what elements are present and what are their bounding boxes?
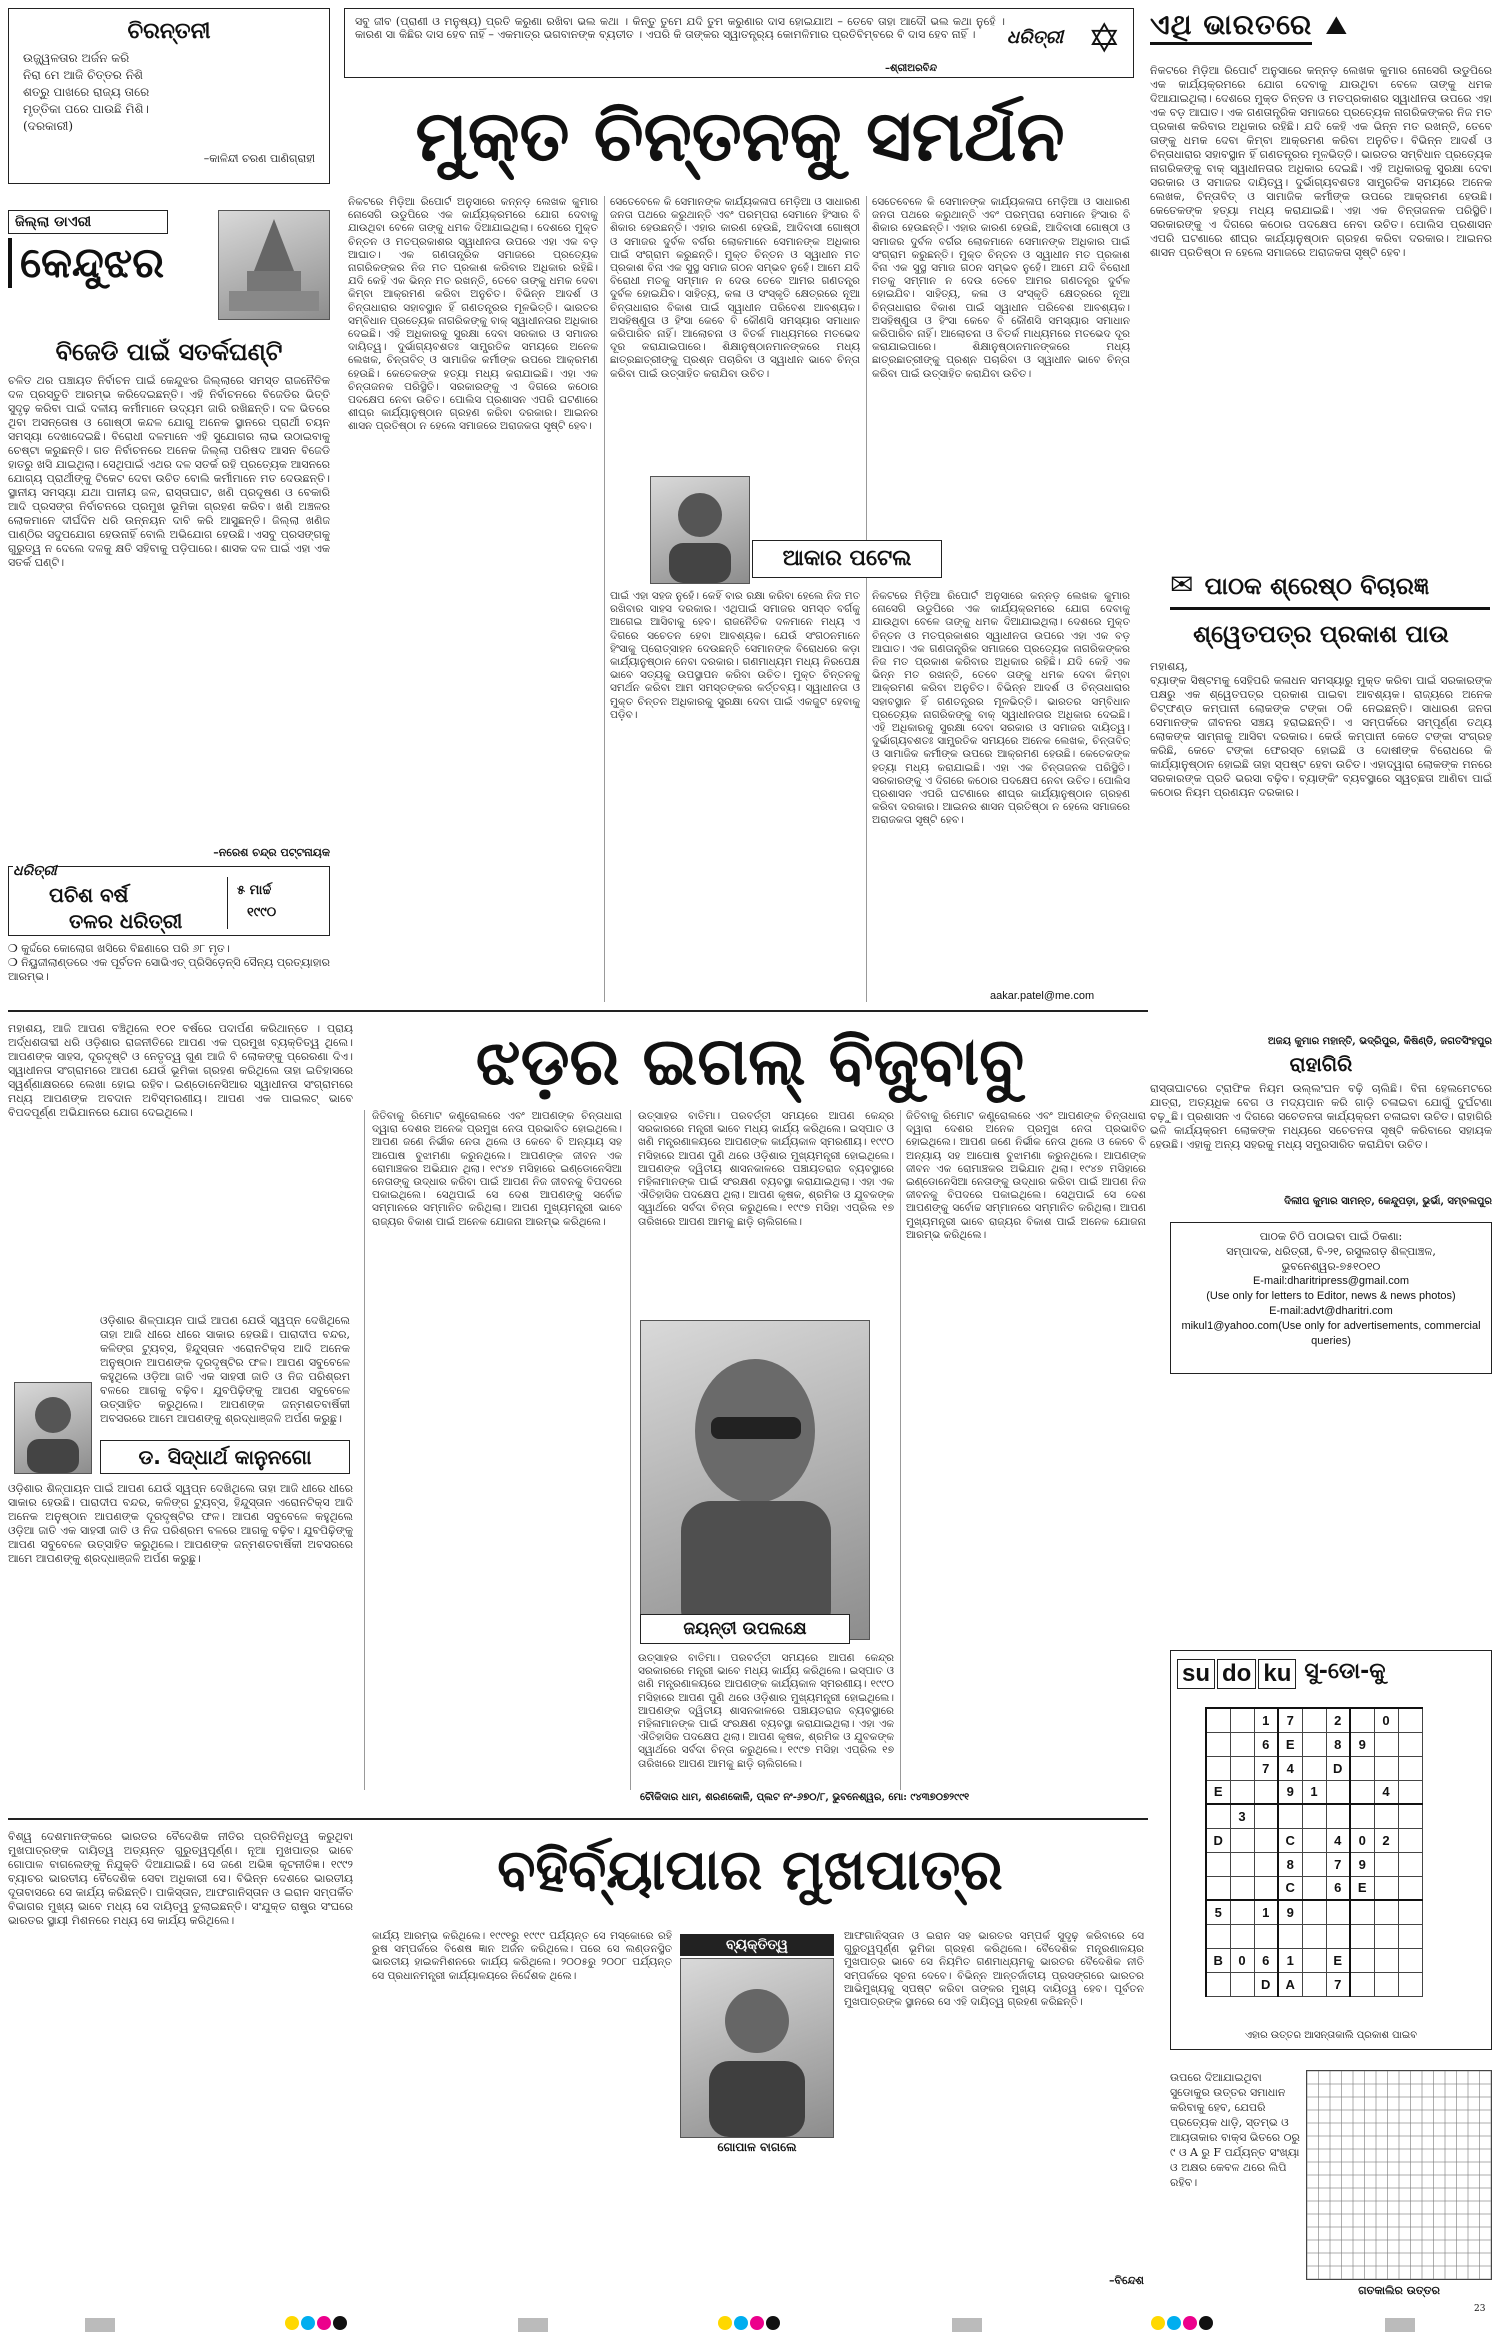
quote-brand: ଧରିତ୍ରୀ [1006,27,1063,48]
sudoku-cell [1206,1708,1230,1732]
sudoku-cell: D [1206,1828,1230,1852]
sudoku-cell: 4 [1326,1828,1350,1852]
sudoku-cell [1254,1924,1278,1948]
twentyfive-brand: ଧରିତ୍ରୀ [13,863,57,879]
sudoku-cell: 7 [1278,1708,1302,1732]
author-photo-siddharth [14,1382,92,1474]
sudoku-cell [1398,1924,1422,1948]
sudoku-cell [1254,1852,1278,1876]
sudoku-cell: 9 [1350,1732,1374,1756]
second-headline: ଝଡ଼ର ଇଗଲ୍ ବିଜୁବାବୁ [475,1023,1025,1100]
sudoku-title-su: su [1177,1659,1215,1689]
contact-box [1170,1222,1492,1374]
answer-grid [1306,2070,1492,2280]
answer-grid-lines [1307,2071,1491,2279]
sudoku-cell: 8 [1326,1732,1350,1756]
sudoku-cell [1254,1804,1278,1828]
article2-col1a: ଓଡ଼ିଶାର ଶିଳ୍ପାୟନ ପାଇଁ ଆପଣ ଯେଉଁ ସ୍ୱପ୍ନ ଦେଖିଥିଲେ ତାହା ଆଜି ଧୀରେ ଧୀରେ ସାକାର ହେଉଛି। ପାରାଦୀପ ବନ୍ଦର, କଳିଙ୍ଗ ଟ୍ୟୁବ୍ସ, ହିନ୍ଦୁସ୍ତାନ ଏରୋନଟିକ୍ସ ଆଦି ଅନେକ ଅନୁଷ୍ଠାନ ଆପଣଙ୍କ ଦୂରଦୃଷ୍ଟିର ଫଳ। ଆପଣ ସବୁବେଳେ କହୁଥିଲେ ଓଡ଼ିଆ ଜାତି ଏକ ସାହସୀ ଜାତି ଓ ନିଜ ପରିଶ୍ରମ ବଳରେ ଆଗକୁ ବଢ଼ିବ। ଯୁବପିଢ଼ିଙ୍କୁ ଆପଣ ସବୁବେଳେ ଉତ୍ସାହିତ କରୁଥିଲେ। ଆପଣଙ୍କ ଜନ୍ମଶତବାର୍ଷିକୀ ଅବସରରେ ଆମେ ଆପଣଙ୍କୁ ଶ୍ରଦ୍ଧାଞ୍ଜଳି ଅର୍ପଣ କରୁଛୁ। [100,1314,350,1425]
sudoku-cell: A [1278,1972,1302,1996]
print-marks [0,2316,1500,2333]
sudoku-cell [1230,1924,1254,1948]
sudoku-cell: 1 [1254,1708,1278,1732]
sudoku-box [1170,1650,1492,2050]
profile-label: ବ୍ୟକ୍ତିତ୍ୱ [680,1934,834,1956]
sudoku-cell: 0 [1374,1708,1398,1732]
sudoku-cell [1374,1804,1398,1828]
sudoku-cell [1398,1732,1422,1756]
article1-col4: ନିକଟରେ ମିଡ଼ିଆ ରିପୋର୍ଟ ଅନୁସାରେ କନ୍ନଡ଼ ଲେଖକ କୁମାର ନୋସେଗି ଉଡୁପିରେ ଏକ କାର୍ଯ୍ୟକ୍ରମରେ ଯୋଗ ଦେବାକୁ ଯାଉଥିବା ବେଳେ ତାଙ୍କୁ ଧମକ ଦିଆଯାଇଥିଲା। ଦେଶରେ ମୁକ୍ତ ଚିନ୍ତନ ଓ ମତପ୍ରକାଶର ସ୍ୱାଧୀନତା ଉପରେ ଏହା ଏକ ବଡ଼ ଆଘାତ। ଏକ ଗଣତାନ୍ତ୍ରିକ ସମାଜରେ ପ୍ରତ୍ୟେକ ନାଗରିକଙ୍କର ନିଜ ମତ ପ୍ରକାଶ କରିବାର ଅଧିକାର ରହିଛି। ଯଦି କେହି ଏକ ଭିନ୍ନ ମତ ରଖନ୍ତି, ତେବେ ତାଙ୍କୁ ଧମକ ଦେବା କିମ୍ବା ଆକ୍ରମଣ କରିବା ଅନୁଚିତ। ବିଭିନ୍ନ ଆଦର୍ଶ ଓ ଚିନ୍ତାଧାରାର ସହାବସ୍ଥାନ ହିଁ ଗଣତନ୍ତ୍ରର ମୂଳଭିତ୍ତି। ଭାରତର ସମ୍ବିଧାନ ପ୍ରତ୍ୟେକ ନାଗରିକଙ୍କୁ ବାକ୍ ସ୍ୱାଧୀନତାର ଅଧିକାର ଦେଇଛି। ଏହି ଅଧିକାରକୁ ସୁରକ୍ଷା ଦେବା ସରକାର ଓ ସମାଜର ଦାୟିତ୍ୱ। ଦୁର୍ଭାଗ୍ୟବଶତଃ ସାମ୍ପ୍ରତିକ ସମୟରେ ଅନେକ ଲେଖକ, ଚିନ୍ତାବିତ୍ ଓ ସାମାଜିକ କର୍ମୀଙ୍କ ଉପରେ ଆକ୍ରମଣ ହେଉଛି। କେତେକଙ୍କ ହତ୍ୟା ମଧ୍ୟ କରାଯାଇଛି। ଏହା ଏକ ଚିନ୍ତାଜନକ ପରିସ୍ଥିତି। ସରକାରଙ୍କୁ ଏ ଦିଗରେ କଠୋର ପଦକ୍ଷେପ ନେବା ଉଚିତ। ପୋଲିସ ପ୍ରଶାସନ ଏପରି ଘଟଣାରେ ଶୀଘ୍ର କାର୍ଯ୍ୟାନୁଷ୍ଠାନ ଗ୍ରହଣ କରିବା ଦରକାର। ଆଇନର ଶାସନ ପ୍ରତିଷ୍ଠା ନ ହେଲେ ସମାଜରେ ଅରାଜକତା ସୃଷ୍ଟି ହେବ। [872,590,1130,827]
third-headline: ବହିର୍ବ୍ୟାପାର ମୁଖପାତ୍ର [497,1838,1003,1903]
section-banner [1150,8,1492,50]
sudoku-cell: 1 [1254,1900,1278,1924]
letters-header [1170,568,1490,610]
sudoku-cell [1350,1708,1374,1732]
poem-author: –କାଳିନ୍ଦୀ ଚରଣ ପାଣିଗ୍ରାହୀ [203,152,315,165]
color-dots [718,2315,782,2334]
sudoku-cell: E [1350,1876,1374,1900]
sudoku-cell [1230,1732,1254,1756]
main-headline: ମୁକ୍ତ ଚିନ୍ତନକୁ ସମର୍ଥନ [415,95,1065,177]
sudoku-cell [1230,1972,1254,1996]
sudoku-cell [1206,1972,1230,1996]
sudoku-cell [1230,1876,1254,1900]
page-number: 23 [1474,2304,1486,2314]
sudoku-cell [1398,1708,1422,1732]
sudoku-row [1206,1948,1422,1972]
sudoku-cell [1374,1732,1398,1756]
sudoku-cell [1230,1828,1254,1852]
sudoku-row [1206,1852,1422,1876]
sudoku-row [1206,1708,1422,1732]
sudoku-cell: 9 [1278,1900,1302,1924]
sudoku-cell [1398,1804,1422,1828]
sudoku-cell [1350,1972,1374,1996]
sudoku-cell: 4 [1278,1756,1302,1780]
sudoku-cell [1374,1972,1398,1996]
sudoku-cell: E [1278,1732,1302,1756]
sudoku-cell [1398,1756,1422,1780]
poem-lines: ଉଜ୍ଜ୍ୱଳତାର ଅର୍ଜନ କରି ନିରା ମେ ଆଜି ଚିତ୍ତର ନିଶି ଶତ୍ରୁ ପାଖରେ ରାଜ୍ୟ ତାରେ ମୃତ୍ତିକା ପରେ ପାଉଛି ମିଶି। (ଦରକାରୀ) [23,51,150,133]
sudoku-cell [1254,1780,1278,1804]
contact-email3[interactable]: mikul1@yahoo.com(Use only for advertisements, commercial queries) [1181,1320,1481,1347]
contact-intro: ପାଠକ ଚିଠି ପଠାଇବା ପାଇଁ ଠିକଣା: [1259,1230,1403,1243]
district-title: ବିଜେଡି ପାଇଁ ସତର୍କଘଣ୍ଟି [55,338,283,366]
sudoku-row [1206,1780,1422,1804]
sudoku-cell: 7 [1326,1972,1350,1996]
sudoku-cell: 1 [1302,1780,1326,1804]
sudoku-cell [1230,1780,1254,1804]
sudoku-row [1206,1732,1422,1756]
sudoku-cell [1350,1756,1374,1780]
sudoku-cell [1302,1972,1326,1996]
sudoku-cell: 2 [1326,1708,1350,1732]
sudoku-cell: E [1326,1948,1350,1972]
twentyfive-date1: ୫ ମାର୍ଚ୍ଚ [237,883,272,898]
color-dots [285,2315,349,2334]
twentyfive-title2: ତଳର ଧରିତ୍ରୀ [69,909,183,933]
district-header [8,210,330,330]
sudoku-cell [1398,1876,1422,1900]
gopal-photo [680,1958,834,2138]
section-banner-text: ଏଥି ଭାରତରେ [1150,8,1312,45]
sudoku-cell [1374,1924,1398,1948]
person-icon [681,1959,833,2137]
sudoku-row [1206,1804,1422,1828]
registration-mark [952,2318,982,2332]
article2-col3b: ଉତ୍ସାହର ବାତିମା। ପରବର୍ତ୍ତୀ ସମୟରେ ଆପଣ କେନ୍ଦ୍ର ସରକାରରେ ମନ୍ତ୍ରୀ ଭାବେ ମଧ୍ୟ କାର୍ଯ୍ୟ କରିଥିଲେ। ଇସ୍ପାତ ଓ ଖଣି ମନ୍ତ୍ରଣାଳୟରେ ଆପଣଙ୍କ କାର୍ଯ୍ୟକାଳ ସ୍ମରଣୀୟ। ୧୯୯୦ ମସିହାରେ ଆପଣ ପୁଣି ଥରେ ଓଡ଼ିଶାର ମୁଖ୍ୟମନ୍ତ୍ରୀ ହୋଇଥିଲେ। ଆପଣଙ୍କ ଦ୍ୱିତୀୟ ଶାସନକାଳରେ ପଞ୍ଚାୟତରାଜ ବ୍ୟବସ୍ଥାରେ ମହିଳାମାନଙ୍କ ପାଇଁ ସଂରକ୍ଷଣ ବ୍ୟବସ୍ଥା କରାଯାଇଥିଲା। ଏହା ଏକ ଐତିହାସିକ ପଦକ୍ଷେପ ଥିଲା। ଆପଣ କୃଷକ, ଶ୍ରମିକ ଓ ଯୁବକଙ୍କ ସ୍ୱାର୍ଥରେ ସର୍ବଦା ଚିନ୍ତା କରୁଥିଲେ। ୧୯୯୭ ମସିହା ଏପ୍ରିଲ ୧୭ ତାରିଖରେ ଆପଣ ଆମକୁ ଛାଡ଼ି ଚାଲିଗଲେ। [638,1652,894,1770]
sudoku-cell [1206,1852,1230,1876]
sudoku-cell [1398,1852,1422,1876]
poem-box [8,8,330,184]
sudoku-cell [1230,1852,1254,1876]
temple-icon [219,211,329,319]
sudoku-cell [1326,1804,1350,1828]
sudoku-cell [1302,1924,1326,1948]
district-name: କେନ୍ଦୁଝର [8,238,330,288]
sudoku-cell [1326,1924,1350,1948]
letters-header-text: ପାଠକ ଶ୍ରେଷ୍ଠ ବିଚାରଜ୍ଞ [1204,572,1430,600]
sudoku-title-do: do [1217,1659,1256,1689]
sudoku-cell: 9 [1350,1852,1374,1876]
article2-col1: ମହାଶୟ, ଆଜି ଆପଣ ବଞ୍ଚିଥିଲେ ୧୦୧ ବର୍ଷରେ ପଦାର୍ପଣ କରିଥାନ୍ତେ । ପ୍ରାୟ ଅର୍ଦ୍ଧଶତାବ୍ଦୀ ଧରି ଓଡ଼ିଶାର ରାଜନୀତିରେ ଆପଣ ଏକ ପ୍ରମୁଖ ବ୍ୟକ୍ତିତ୍ୱ ଥିଲେ। ଆପଣଙ୍କ ସାହସ, ଦୂରଦୃଷ୍ଟି ଓ ନେତୃତ୍ୱ ଗୁଣ ଆଜି ବି ଲୋକଙ୍କୁ ପ୍ରେରଣା ଦିଏ। ସ୍ୱାଧୀନତା ସଂଗ୍ରାମରେ ଆପଣ ଯେଉଁ ଭୂମିକା ଗ୍ରହଣ କରିଥିଲେ ତାହା ଇତିହାସରେ ସ୍ୱର୍ଣ୍ଣାକ୍ଷରରେ ଲେଖା ହୋଇ ରହିବ। ଇଣ୍ଡୋନେସିଆର ସ୍ୱାଧୀନତା ସଂଗ୍ରାମରେ ମଧ୍ୟ ଆପଣଙ୍କ ଅବଦାନ ଅବିସ୍ମରଣୀୟ। ଆପଣ ଏକ ପାଇଲଟ୍ ଭାବେ ବିପଦପୂର୍ଣ୍ଣ ଅଭିଯାନରେ ଯୋଗ ଦେଇଥିଲେ। [8,1022,353,1119]
envelope-icon: ✉ [1170,568,1194,601]
twentyfive-items: ❍ କୁର୍ଦ୍ଦରେ କୋଲୋଗ ଖସିରେ ବିଛଣାରେ ପରି ୬୮ ମୃତ। ❍ ନିୟୁଜୀଲାଣ୍ଡରେ ଏକ ପୂର୍ବତନ ସୋଭିଏତ୍ ପ୍ରିସିଡ଼େନ୍ସି ସୈନ୍ୟ ପ୍ରତ୍ୟାହାର ଆରମ୍ଭ। [8,942,330,983]
sudoku-cell: C [1278,1828,1302,1852]
sudoku-row [1206,1924,1422,1948]
sudoku-cell: B [1206,1948,1230,1972]
temple-photo [218,210,330,320]
sudoku-row [1206,1756,1422,1780]
district-body: ଚଳିତ ଥର ପଞ୍ଚାୟତ ନିର୍ବାଚନ ପାଇଁ କେନ୍ଦୁଝର ଜିଲ୍ଲାରେ ସମସ୍ତ ରାଜନୈତିକ ଦଳ ପ୍ରସ୍ତୁତି ଆରମ୍ଭ କରିଦେଇଛନ୍ତି। ଏହି ନିର୍ବାଚନରେ ବିଜେଡିର ଭିତ୍ତି ସୁଦୃଢ଼ କରିବା ପାଇଁ ଦଳୀୟ କର୍ମୀମାନେ ଉଦ୍ୟମ ଜାରି ରଖିଛନ୍ତି। ଦଳ ଭିତରେ ଥିବା ଅସନ୍ତୋଷ ଓ ଗୋଷ୍ଠୀ କନ୍ଦଳ ଯୋଗୁ ଅନେକ ସ୍ଥାନରେ ପ୍ରାର୍ଥୀ ଚୟନ ସମସ୍ୟା ଦେଖାଦେଇଛି। ବିରୋଧୀ ଦଳମାନେ ଏହି ସୁଯୋଗର ଲାଭ ଉଠାଇବାକୁ ଚେଷ୍ଟା କରୁଛନ୍ତି। ଗତ ନିର୍ବାଚନରେ ଅନେକ ଜିଲ୍ଲା ପରିଷଦ ଆସନ ବିଜେଡି ହାତରୁ ଖସି ଯାଇଥିଲା। ସେଥିପାଇଁ ଏଥର ଦଳ ସତର୍କ ରହି ପ୍ରତ୍ୟେକ ଆସନରେ ଯୋଗ୍ୟ ପ୍ରାର୍ଥୀଙ୍କୁ ଟିକେଟ ଦେବା ଉଚିତ ବୋଲି କର୍ମୀମାନେ ମତ ଦେଉଛନ୍ତି। ସ୍ଥାନୀୟ ସମସ୍ୟା ଯଥା ପାନୀୟ ଜଳ, ରାସ୍ତାଘାଟ, ଖଣି ପ୍ରଦୂଷଣ ଓ ବେକାରି ଆଦି ପ୍ରସଙ୍ଗ ନିର୍ବାଚନରେ ପ୍ରମୁଖ ଭୂମିକା ଗ୍ରହଣ କରିବ। ଖଣି ଅଞ୍ଚଳର ଲୋକମାନେ ଦୀର୍ଘଦିନ ଧରି ଉନ୍ନୟନ ଦାବି କରି ଆସୁଛନ୍ତି। ଜିଲ୍ଲା ଖଣିଜ ପାଣ୍ଠିର ସଦୁପଯୋଗ ହେଉନାହିଁ ବୋଲି ଅଭିଯୋଗ ହେଉଛି। ଏସବୁ ପ୍ରସଙ୍ଗକୁ ଗୁରୁତ୍ୱ ନ ଦେଲେ ଦଳକୁ କ୍ଷତି ସହିବାକୁ ପଡ଼ିପାରେ। ଶାସକ ଦଳ ପାଇଁ ଏହା ଏକ ସତର୍କ ଘଣ୍ଟି। [8,374,330,569]
sudoku-row [1206,1828,1422,1852]
sudoku-cell [1302,1852,1326,1876]
district-label: ଜିଲ୍ଲା ଡାଏରୀ [8,210,168,234]
sudoku-cell [1398,1972,1422,1996]
sudoku-cell: E [1206,1780,1230,1804]
sudoku-cell [1398,1948,1422,1972]
article2-col3a: ଉତ୍ସାହର ବାତିମା। ପରବର୍ତ୍ତୀ ସମୟରେ ଆପଣ କେନ୍ଦ୍ର ସରକାରରେ ମନ୍ତ୍ରୀ ଭାବେ ମଧ୍ୟ କାର୍ଯ୍ୟ କରିଥିଲେ। ଇସ୍ପାତ ଓ ଖଣି ମନ୍ତ୍ରଣାଳୟରେ ଆପଣଙ୍କ କାର୍ଯ୍ୟକାଳ ସ୍ମରଣୀୟ। ୧୯୯୦ ମସିହାରେ ଆପଣ ପୁଣି ଥରେ ଓଡ଼ିଶାର ମୁଖ୍ୟମନ୍ତ୍ରୀ ହୋଇଥିଲେ। ଆପଣଙ୍କ ଦ୍ୱିତୀୟ ଶାସନକାଳରେ ପଞ୍ଚାୟତରାଜ ବ୍ୟବସ୍ଥାରେ ମହିଳାମାନଙ୍କ ପାଇଁ ସଂରକ୍ଷଣ ବ୍ୟବସ୍ଥା କରାଯାଇଥିଲା। ଏହା ଏକ ଐତିହାସିକ ପଦକ୍ଷେପ ଥିଲା। ଆପଣ କୃଷକ, ଶ୍ରମିକ ଓ ଯୁବକଙ୍କ ସ୍ୱାର୍ଥରେ ସର୍ବଦା ଚିନ୍ତା କରୁଥିଲେ। ୧୯୯୭ ମସିହା ଏପ୍ରିଲ ୧୭ ତାରିଖରେ ଆପଣ ଆମକୁ ଛାଡ଼ି ଚାଲିଗଲେ। [638,1110,894,1228]
sudoku-cell [1350,1804,1374,1828]
sudoku-cell: 3 [1230,1804,1254,1828]
sudoku-cell [1254,1876,1278,1900]
sudoku-cell [1206,1732,1230,1756]
letters-body2: ରାସ୍ତାଘାଟରେ ଟ୍ରାଫିକ ନିୟମ ଉଲ୍ଲଂଘନ ବଢ଼ି ଚାଲିଛି। ବିନା ହେଲମେଟରେ ଯାତ୍ରା, ଅତ୍ୟଧିକ ବେଗ ଓ ମଦ୍ୟପାନ କରି ଗାଡ଼ି ଚଳାଇବା ଯୋଗୁଁ ଦୁର୍ଘଟଣା ବଢ଼ୁଛି। ପ୍ରଶାସନ ଏ ଦିଗରେ ସଚେତନତା କାର୍ଯ୍ୟକ୍ରମ ଚଳାଇବା ଉଚିତ। ରାହାଗିରି ଭଳି କାର୍ଯ୍ୟକ୍ରମ ଲୋକଙ୍କ ମଧ୍ୟରେ ସଚେତନତା ସୃଷ୍ଟି କରିବାରେ ସହାୟକ ହେଉଛି। ଏହାକୁ ଅନ୍ୟ ସହରକୁ ମଧ୍ୟ ସମ୍ପ୍ରସାରିତ କରାଯିବା ଉଚିତ। [1150,1082,1492,1151]
letters-title: ଶ୍ୱେତପତ୍ର ପ୍ରକାଶ ପାଉ [1193,620,1449,648]
district-author: –ନରେଶ ଚନ୍ଦ୍ର ପଟ୍ଟନାୟକ [213,846,330,859]
article1-col3: ସେତେବେଳେ କି ସେମାନଙ୍କ କାର୍ଯ୍ୟକଳାପ ମେଡ଼ିଆ ଓ ସାଧାରଣ ଜନତା ପଥରେ କରୁଥାନ୍ତି ଏବଂ ପରମ୍ପରା ସେମାନେ ହିଂସାର ବି ଶିକାର ହେଉଛନ୍ତି। ଏହାର କାରଣ ହେଉଛି, ଆଦିବାସୀ ଗୋଷ୍ଠୀ ଓ ସମାଜର ଦୁର୍ବଳ ବର୍ଗର ଲୋକମାନେ ସେମାନଙ୍କ ଅଧିକାର ପାଇଁ ସଂଗ୍ରାମ କରୁଛନ୍ତି। ମୁକ୍ତ ଚିନ୍ତନ ଓ ସ୍ୱାଧୀନ ମତ ପ୍ରକାଶ ବିନା ଏକ ସୁସ୍ଥ ସମାଜ ଗଠନ ସମ୍ଭବ ନୁହେଁ। ଆମେ ଯଦି ବିରୋଧୀ ମତକୁ ସମ୍ମାନ ନ ଦେଉ ତେବେ ଆମର ଗଣତନ୍ତ୍ର ଦୁର୍ବଳ ହୋଇଯିବ। ସାହିତ୍ୟ, କଳା ଓ ସଂସ୍କୃତି କ୍ଷେତ୍ରରେ ନୂଆ ଚିନ୍ତାଧାରାର ବିକାଶ ପାଇଁ ସ୍ୱାଧୀନ ପରିବେଶ ଆବଶ୍ୟକ। ଅସହିଷ୍ଣୁତା ଓ ହିଂସା କେବେ ବି କୌଣସି ସମସ୍ୟାର ସମାଧାନ କରିପାରିବ ନାହିଁ। ଆଲୋଚନା ଓ ବିତର୍କ ମାଧ୍ୟମରେ ମତଭେଦ ଦୂର କରାଯାଇପାରେ। ଶିକ୍ଷାନୁଷ୍ଠାନମାନଙ୍କରେ ମଧ୍ୟ ଛାତ୍ରଛାତ୍ରୀଙ୍କୁ ପ୍ରଶ୍ନ ପଚାରିବା ଓ ସ୍ୱାଧୀନ ଭାବେ ଚିନ୍ତା କରିବା ପାଇଁ ଉତ୍ସାହିତ କରାଯିବା ଉଚିତ। [872,196,1130,380]
sudoku-cell [1230,1708,1254,1732]
sudoku-cell: 6 [1254,1948,1278,1972]
poem-title: ଚିରନ୍ତନୀ [127,19,211,44]
biju-photo [640,1320,870,1640]
sudoku-cell: 0 [1350,1828,1374,1852]
india-map-icon: ⛰ [1325,11,1348,41]
sudoku-cell [1398,1828,1422,1852]
sudoku-cell: 6 [1326,1876,1350,1900]
sudoku-cell [1350,1780,1374,1804]
sudoku-title [1177,1659,1386,1689]
sudoku-cell [1278,1924,1302,1948]
sudoku-cell [1206,1924,1230,1948]
sudoku-cell [1230,1756,1254,1780]
article1-email[interactable]: aakar.patel@me.com [990,990,1095,1002]
answer-label: ଗତକାଲିର ଉତ୍ତର [1358,2284,1440,2297]
twentyfive-title1: ପଚିଶ ବର୍ଷ [49,883,129,907]
contact-email-note: (Use only for letters to Editor, news & news photos) [1206,1290,1456,1302]
sudoku-cell [1326,1900,1350,1924]
sudoku-cell [1302,1756,1326,1780]
sudoku-cell: 5 [1206,1900,1230,1924]
profile-author: –ବିନ୍ଦେଶ [1109,2274,1144,2287]
sudoku-cell [1350,1948,1374,1972]
profile-col3: ଆଫଗାନିସ୍ତାନ ଓ ଇରାନ ସହ ଭାରତର ସମ୍ପର୍କ ସୁଦୃଢ଼ କରିବାରେ ସେ ଗୁରୁତ୍ୱପୂର୍ଣ୍ଣ ଭୂମିକା ଗ୍ରହଣ କରିଥିଲେ। ବୈଦେଶିକ ମନ୍ତ୍ରଣାଳୟର ମୁଖପାତ୍ର ଭାବେ ସେ ନିୟମିତ ଗଣମାଧ୍ୟମକୁ ଭାରତର ବୈଦେଶିକ ନୀତି ସମ୍ପର୍କରେ ସୂଚନା ଦେବେ। ବିଭିନ୍ନ ଆନ୍ତର୍ଜାତୀୟ ପ୍ରସଙ୍ଗରେ ଭାରତର ଆଭିମୁଖ୍ୟକୁ ସ୍ପଷ୍ଟ କରିବା ତାଙ୍କର ମୁଖ୍ୟ ଦାୟିତ୍ୱ ହେବ। ପୂର୍ବତନ ମୁଖପାତ୍ରଙ୍କ ସ୍ଥାନରେ ସେ ଏହି ଦାୟିତ୍ୱ ଗ୍ରହଣ କରିଛନ୍ତି। [844,1930,1144,2009]
article1-col1b: ସେତେବେଳେ କି ସେମାନଙ୍କ କାର୍ଯ୍ୟକଳାପ ମେଡ଼ିଆ ଓ ସାଧାରଣ ଜନତା ପଥରେ କରୁଥାନ୍ତି ଏବଂ ପରମ୍ପରା ସେମାନେ ହିଂସାର ବି ଶିକାର ହେଉଛନ୍ତି। ଏହାର କାରଣ ହେଉଛି, ଆଦିବାସୀ ଗୋଷ୍ଠୀ ଓ ସମାଜର ଦୁର୍ବଳ ବର୍ଗର ଲୋକମାନେ ସେମାନଙ୍କ ଅଧିକାର ପାଇଁ ସଂଗ୍ରାମ କରୁଛନ୍ତି। ମୁକ୍ତ ଚିନ୍ତନ ଓ ସ୍ୱାଧୀନ ମତ ପ୍ରକାଶ ବିନା ଏକ ସୁସ୍ଥ ସମାଜ ଗଠନ ସମ୍ଭବ ନୁହେଁ। ଆମେ ଯଦି ବିରୋଧୀ ମତକୁ ସମ୍ମାନ ନ ଦେଉ ତେବେ ଆମର ଗଣତନ୍ତ୍ର ଦୁର୍ବଳ ହୋଇଯିବ। ସାହିତ୍ୟ, କଳା ଓ ସଂସ୍କୃତି କ୍ଷେତ୍ରରେ ନୂଆ ଚିନ୍ତାଧାରାର ବିକାଶ ପାଇଁ ସ୍ୱାଧୀନ ପରିବେଶ ଆବଶ୍ୟକ। ଅସହିଷ୍ଣୁତା ଓ ହିଂସା କେବେ ବି କୌଣସି ସମସ୍ୟାର ସମାଧାନ କରିପାରିବ ନାହିଁ। ଆଲୋଚନା ଓ ବିତର୍କ ମାଧ୍ୟମରେ ମତଭେଦ ଦୂର କରାଯାଇପାରେ। ଶିକ୍ଷାନୁଷ୍ଠାନମାନଙ୍କରେ ମଧ୍ୟ ଛାତ୍ରଛାତ୍ରୀଙ୍କୁ ପ୍ରଶ୍ନ ପଚାରିବା ଓ ସ୍ୱାଧୀନ ଭାବେ ଚିନ୍ତା କରିବା ପାଇଁ ଉତ୍ସାହିତ କରାଯିବା ଉଚିତ। [610,196,860,380]
profile-name: ଗୋପାଳ ବାଗଲେ [717,2140,797,2154]
sudoku-cell [1326,1780,1350,1804]
sudoku-cell [1302,1948,1326,1972]
sudoku-cell: 7 [1254,1756,1278,1780]
sudoku-cell: 6 [1254,1732,1278,1756]
profile-col2: କାର୍ଯ୍ୟ ଆରମ୍ଭ କରିଥିଲେ। ୧୯୯୧ରୁ ୧୯୯୯ ପର୍ଯ୍ୟନ୍ତ ସେ ମସ୍କୋରେ ରହି ରୁଷ ସମ୍ପର୍କରେ ବିଶେଷ ଜ୍ଞାନ ଅର୍ଜନ କରିଥିଲେ। ପରେ ସେ ଲଣ୍ଡନସ୍ଥିତ ଭାରତୀୟ ହାଇକମିଶନରେ କାର୍ଯ୍ୟ କରିଥିଲେ। ୨୦୦୫ରୁ ୨୦୦୮ ପର୍ଯ୍ୟନ୍ତ ସେ ପ୍ରଧାନମନ୍ତ୍ରୀ କାର୍ଯ୍ୟାଳୟରେ ନିର୍ଦ୍ଦେଶକ ଥିଲେ। [372,1930,672,1982]
biju-photo-caption: ଜୟନ୍ତୀ ଉପଲକ୍ଷେ [640,1614,850,1644]
sudoku-row [1206,1972,1422,1996]
star-icon: ✡ [1087,16,1121,62]
sudoku-cell [1302,1900,1326,1924]
sudoku-cell [1350,1924,1374,1948]
letters-sig2: ଦିଲୀପ କୁମାର ସାମନ୍ତ, କେନ୍ଦୁପଡ଼ା, ଭୁର୍ଭା, ସମ୍ବଲପୁର [1284,1196,1492,1207]
sudoku-cell [1206,1756,1230,1780]
sudoku-title-ku: ku [1258,1659,1296,1689]
sudoku-cell [1278,1804,1302,1828]
article2-footer: ଚୌକିଦାର ଧାମ, ଶରଣକୋଳି, ପ୍ଲଟ ନଂ-୬୭୦/୮, ଭୁବନେଶ୍ୱର, ମୋ: ୯୪୩୭୦୭୨୯୯୧ [640,1792,970,1803]
sudoku-cell: 0 [1230,1948,1254,1972]
article1-author: ଆକାର ପଟେଲ [752,540,942,578]
color-dots [1151,2315,1215,2334]
sudoku-cell: C [1278,1876,1302,1900]
sudoku-cell [1230,1900,1254,1924]
sudoku-note: ଏହାର ଉତ୍ତର ଆସନ୍ତାକାଲି ପ୍ରକାଶ ପାଇବ [1244,2030,1418,2041]
sudoku-cell: 7 [1326,1852,1350,1876]
sudoku-cell: 9 [1278,1780,1302,1804]
sudoku-row [1206,1876,1422,1900]
sudoku-cell [1350,1900,1374,1924]
registration-mark [1385,2318,1415,2332]
sudoku-cell: 8 [1278,1852,1302,1876]
sudoku-cell: 4 [1374,1780,1398,1804]
profile-col1: ବିଶ୍ୱ ଦେଶମାନଙ୍କରେ ଭାରତର ବୈଦେଶିକ ନୀତିର ପ୍ରତିନିଧିତ୍ୱ କରୁଥିବା ମୁଖପାତ୍ରଙ୍କ ଦାୟିତ୍ୱ ଅତ୍ୟନ୍ତ ଗୁରୁତ୍ୱପୂର୍ଣ୍ଣ। ନୂଆ ମୁଖପାତ୍ର ଭାବେ ଗୋପାଳ ବାଗଲେଙ୍କୁ ନିଯୁକ୍ତି ଦିଆଯାଇଛି। ସେ ଜଣେ ଅଭିଜ୍ଞ କୂଟନୀତିଜ୍ଞ। ୧୯୯୨ ବ୍ୟାଚର ଭାରତୀୟ ବୈଦେଶିକ ସେବା ଅଧିକାରୀ ସେ। ବିଭିନ୍ନ ଦେଶରେ ଭାରତୀୟ ଦୂତାବାସରେ ସେ କାର୍ଯ୍ୟ କରିଛନ୍ତି। ପାକିସ୍ତାନ, ଆଫଗାନିସ୍ତାନ ଓ ଇରାନ ସମ୍ପର୍କିତ ବିଭାଗର ମୁଖ୍ୟ ଭାବେ ମଧ୍ୟ ସେ ଦାୟିତ୍ୱ ତୁଲାଇଛନ୍ତି। ସଂଯୁକ୍ତ ରାଷ୍ଟ୍ର ସଂଘରେ ଭାରତର ସ୍ଥାୟୀ ମିଶନରେ ମଧ୍ୟ ସେ କାର୍ଯ୍ୟ କରିଥିଲେ। [8,1830,353,1927]
sudoku-cell: D [1326,1756,1350,1780]
contact-email2[interactable]: E-mail:advt@dharitri.com [1269,1305,1393,1317]
registration-mark [518,2318,548,2332]
sudoku-cell [1302,1876,1326,1900]
sudoku-cell [1398,1780,1422,1804]
sudoku-cell [1374,1948,1398,1972]
article2-col4: ଜିତିବାକୁ ରିମୋଟ କଣ୍ଟ୍ରୋଲରେ ଏବଂ ଆପଣଙ୍କ ଚିନ୍ତାଧାରା ଦ୍ୱାରା ଦେଶର ଅନେକ ପ୍ରମୁଖ ନେତା ପ୍ରଭାବିତ ହୋଇଥିଲେ। ଆପଣ ଜଣେ ନିର୍ଭୀକ ନେତା ଥିଲେ ଓ କେବେ ବି ଅନ୍ୟାୟ ସହ ଆପୋଷ ବୁଝାମଣା କରୁନଥିଲେ। ଆପଣଙ୍କ ଜୀବନ ଏକ ରୋମାଞ୍ଚକର ଅଭିଯାନ ଥିଲା। ୧୯୪୭ ମସିହାରେ ଇଣ୍ଡୋନେସିଆ ନେତାଙ୍କୁ ଉଦ୍ଧାର କରିବା ପାଇଁ ଆପଣ ନିଜ ଜୀବନକୁ ବିପଦରେ ପକାଇଥିଲେ। ସେଥିପାଇଁ ସେ ଦେଶ ଆପଣଙ୍କୁ ସର୍ବୋଚ୍ଚ ସମ୍ମାନରେ ସମ୍ମାନିତ କରିଥିଲା। ଆପଣ ମୁଖ୍ୟମନ୍ତ୍ରୀ ଭାବେ ରାଜ୍ୟର ବିକାଶ ପାଇଁ ଅନେକ ଯୋଜନା ଆରମ୍ଭ କରିଥିଲେ। [906,1110,1146,1241]
sudoku-cell [1206,1876,1230,1900]
sudoku-cell [1374,1756,1398,1780]
answer-text: ଉପରେ ଦିଆଯାଇଥିବା ସୁଡୋକୁର ଉତ୍ତର ସମାଧାନ କରିବାକୁ ହେବ, ଯେପରି ପ୍ରତ୍ୟେକ ଧାଡ଼ି, ସ୍ତମ୍ଭ ଓ ଆୟତାକାର ବାକ୍ସ ଭିତରେ ୦ରୁ ୯ ଓ A ରୁ F ପର୍ଯ୍ୟନ୍ତ ସଂଖ୍ୟା ଓ ଅକ୍ଷର କେବଳ ଥରେ ଲିପି ରହିବ। [1170,2071,1300,2189]
sudoku-cell [1398,1900,1422,1924]
sudoku-title-or: ସୁ-ଡୋ-କୁ [1304,1659,1386,1684]
article2-col1b: ଓଡ଼ିଶାର ଶିଳ୍ପାୟନ ପାଇଁ ଆପଣ ଯେଉଁ ସ୍ୱପ୍ନ ଦେଖିଥିଲେ ତାହା ଆଜି ଧୀରେ ଧୀରେ ସାକାର ହେଉଛି। ପାରାଦୀପ ବନ୍ଦର, କଳିଙ୍ଗ ଟ୍ୟୁବ୍ସ, ହିନ୍ଦୁସ୍ତାନ ଏରୋନଟିକ୍ସ ଆଦି ଅନେକ ଅନୁଷ୍ଠାନ ଆପଣଙ୍କ ଦୂରଦୃଷ୍ଟିର ଫଳ। ଆପଣ ସବୁବେଳେ କହୁଥିଲେ ଓଡ଼ିଆ ଜାତି ଏକ ସାହସୀ ଜାତି ଓ ନିଜ ପରିଶ୍ରମ ବଳରେ ଆଗକୁ ବଢ଼ିବ। ଯୁବପିଢ଼ିଙ୍କୁ ଆପଣ ସବୁବେଳେ ଉତ୍ସାହିତ କରୁଥିଲେ। ଆପଣଙ୍କ ଜନ୍ମଶତବାର୍ଷିକୀ ଅବସରରେ ଆମେ ଆପଣଙ୍କୁ ଶ୍ରଦ୍ଧାଞ୍ଜଳି ଅର୍ପଣ କରୁଛୁ। [8,1482,353,1565]
person-icon [651,477,749,583]
letters-body: ମହାଶୟ, ବ୍ୟାଙ୍କ ସିଷ୍ଟମକୁ ସେହିପରି କଳାଧନ ସମସ୍ୟାରୁ ମୁକ୍ତ କରିବା ପାଇଁ ସରକାରଙ୍କ ପକ୍ଷରୁ ଏକ ଶ୍ୱେତପତ୍ର ପ୍ରକାଶ ପାଇବା ଆବଶ୍ୟକ। ରାଜ୍ୟରେ ଅନେକ ଚିଟ୍ଫଣ୍ଡ କମ୍ପାନୀ ଲୋକଙ୍କ ଟଙ୍କା ଠକି ନେଇଛନ୍ତି। ସାଧାରଣ ଜନତା ସେମାନଙ୍କ ଜୀବନର ସଞ୍ଚୟ ହରାଇଛନ୍ତି। ଏ ସମ୍ପର୍କରେ ସମ୍ପୂର୍ଣ୍ଣ ତଥ୍ୟ ଲୋକଙ୍କ ସାମ୍ନାକୁ ଆସିବା ଦରକାର। କେଉଁ କମ୍ପାନୀ କେତେ ଟଙ୍କା ସଂଗ୍ରହ କରିଛି, କେତେ ଟଙ୍କା ଫେରସ୍ତ ହୋଇଛି ଓ ଦୋଷୀଙ୍କ ବିରୋଧରେ କି କାର୍ଯ୍ୟାନୁଷ୍ଠାନ ହୋଇଛି ତାହା ସ୍ପଷ୍ଟ ହେବା ଉଚିତ। ଏହାଦ୍ୱାରା ଲୋକଙ୍କ ମନରେ ସରକାରଙ୍କ ପ୍ରତି ଭରସା ବଢ଼ିବ। ବ୍ୟାଙ୍କିଂ ବ୍ୟବସ୍ଥାରେ ସ୍ୱଚ୍ଛତା ଆଣିବା ପାଇଁ କଠୋର ନିୟମ ପ୍ରଣୟନ ଦରକାର। [1150,660,1492,799]
article1-col2: ପାଇଁ ଏହା ସହଜ ନୁହେଁ। କେହିଁ ବାର ରକ୍ଷା କରିବା ହେଲେ ନିଜ ମତ ରଖିବାର ସାହସ ଦରକାର। ଏଥିପାଇଁ ସମାଜର ସମସ୍ତ ବର୍ଗକୁ ଆଗେଇ ଆସିବାକୁ ହେବ। ରାଜନୈତିକ ଦଳମାନେ ମଧ୍ୟ ଏ ଦିଗରେ ସଚେତନ ହେବା ଆବଶ୍ୟକ। ଯେଉଁ ସଂଗଠନମାନେ ହିଂସାକୁ ପ୍ରୋତ୍ସାହନ ଦେଉଛନ୍ତି ସେମାନଙ୍କ ବିରୋଧରେ କଡ଼ା କାର୍ଯ୍ୟାନୁଷ୍ଠାନ ନେବା ଦରକାର। ଗଣମାଧ୍ୟମ ମଧ୍ୟ ନିରପେକ୍ଷ ଭାବେ ସତ୍ୟକୁ ଉପସ୍ଥାପନ କରିବା ଉଚିତ। ମୁକ୍ତ ଚିନ୍ତନକୁ ସମର୍ଥନ କରିବା ଆମ ସମସ୍ତଙ୍କର କର୍ତ୍ତବ୍ୟ। ସ୍ୱାଧୀନତା ଓ ମୁକ୍ତ ଚିନ୍ତନ ଅଧିକାରକୁ ସୁରକ୍ଷା ଦେବା ପାଇଁ ଏକଜୁଟ ହେବାକୁ ପଡ଼ିବ। [610,590,860,721]
quote-text: ସବୁ ଜୀବ (ପ୍ରାଣୀ ଓ ମନୁଷ୍ୟ) ପ୍ରତି କରୁଣା ରଖିବା ଭଲ କଥା । କିନ୍ତୁ ତୁମେ ଯଦି ତୁମ କରୁଣାର ଦାସ ହୋଇଯାଅ – ତେବେ ତାହା ଆଦୌ ଭଲ କଥା ନୁହେଁ । କାରଣ ସା କିଛିର ଦାସ ହେବ ନାହିଁ – ଏକମାତ୍ର ଭଗବାନଙ୍କ ବ୍ୟତୀତ । ଏପରି କି ତାଙ୍କର ସ୍ୱାତନ୍ତ୍ର୍ୟ କୋମଳିମାର ପ୍ରତିବିମ୍ବରେ ବି ଦାସ ହେବ ନାହିଁ । [355,15,1005,42]
sudoku-cell [1374,1876,1398,1900]
sudoku-cell [1374,1852,1398,1876]
article1-col1: ନିକଟରେ ମିଡ଼ିଆ ରିପୋର୍ଟ ଅନୁସାରେ କନ୍ନଡ଼ ଲେଖକ କୁମାର ନୋସେଗି ଉଡୁପିରେ ଏକ କାର୍ଯ୍ୟକ୍ରମରେ ଯୋଗ ଦେବାକୁ ଯାଉଥିବା ବେଳେ ତାଙ୍କୁ ଧମକ ଦିଆଯାଇଥିଲା। ଦେଶରେ ମୁକ୍ତ ଚିନ୍ତନ ଓ ମତପ୍ରକାଶର ସ୍ୱାଧୀନତା ଉପରେ ଏହା ଏକ ବଡ଼ ଆଘାତ। ଏକ ଗଣତାନ୍ତ୍ରିକ ସମାଜରେ ପ୍ରତ୍ୟେକ ନାଗରିକଙ୍କର ନିଜ ମତ ପ୍ରକାଶ କରିବାର ଅଧିକାର ରହିଛି। ଯଦି କେହି ଏକ ଭିନ୍ନ ମତ ରଖନ୍ତି, ତେବେ ତାଙ୍କୁ ଧମକ ଦେବା କିମ୍ବା ଆକ୍ରମଣ କରିବା ଅନୁଚିତ। ବିଭିନ୍ନ ଆଦର୍ଶ ଓ ଚିନ୍ତାଧାରାର ସହାବସ୍ଥାନ ହିଁ ଗଣତନ୍ତ୍ରର ମୂଳଭିତ୍ତି। ଭାରତର ସମ୍ବିଧାନ ପ୍ରତ୍ୟେକ ନାଗରିକଙ୍କୁ ବାକ୍ ସ୍ୱାଧୀନତାର ଅଧିକାର ଦେଇଛି। ଏହି ଅଧିକାରକୁ ସୁରକ୍ଷା ଦେବା ସରକାର ଓ ସମାଜର ଦାୟିତ୍ୱ। ଦୁର୍ଭାଗ୍ୟବଶତଃ ସାମ୍ପ୍ରତିକ ସମୟରେ ଅନେକ ଲେଖକ, ଚିନ୍ତାବିତ୍ ଓ ସାମାଜିକ କର୍ମୀଙ୍କ ଉପରେ ଆକ୍ରମଣ ହେଉଛି। କେତେକଙ୍କ ହତ୍ୟା ମଧ୍ୟ କରାଯାଇଛି। ଏହା ଏକ ଚିନ୍ତାଜନକ ପରିସ୍ଥିତି। ସରକାରଙ୍କୁ ଏ ଦିଗରେ କଠୋର ପଦକ୍ଷେପ ନେବା ଉଚିତ। ପୋଲିସ ପ୍ରଶାସନ ଏପରି ଘଟଣାରେ ଶୀଘ୍ର କାର୍ଯ୍ୟାନୁଷ୍ଠାନ ଗ୍ରହଣ କରିବା ଦରକାର। ଆଇନର ଶାସନ ପ୍ରତିଷ୍ଠା ନ ହେଲେ ସମାଜରେ ଅରାଜକତା ସୃଷ୍ଟି ହେବ। [348,196,598,433]
quote-author: –ଶ୍ରୀଅରବିନ୍ଦ [885,63,938,74]
sudoku-cell: D [1254,1972,1278,1996]
contact-address: ସମ୍ପାଦକ, ଧରିତ୍ରୀ, ବି-୨୧, ରସୁଲଗଡ଼ ଶିଳ୍ପାଞ୍ଚଳ, ଭୁବନେଶ୍ୱର-୭୫୧୦୧୦ [1226,1245,1436,1273]
sudoku-row [1206,1900,1422,1924]
contact-email[interactable]: E-mail:dharitripress@gmail.com [1252,1275,1410,1287]
sudoku-grid [1205,1707,1423,1997]
sudoku-cell [1302,1732,1326,1756]
twentyfive-date2: ୧୯୯୦ [247,905,277,920]
article2-author: ଡ. ସିଦ୍ଧାର୍ଥ କାନୁନଗୋ [100,1440,350,1474]
sudoku-cell [1206,1804,1230,1828]
sudoku-cell [1374,1900,1398,1924]
article2-col2: ଜିତିବାକୁ ରିମୋଟ କଣ୍ଟ୍ରୋଲରେ ଏବଂ ଆପଣଙ୍କ ଚିନ୍ତାଧାରା ଦ୍ୱାରା ଦେଶର ଅନେକ ପ୍ରମୁଖ ନେତା ପ୍ରଭାବିତ ହୋଇଥିଲେ। ଆପଣ ଜଣେ ନିର୍ଭୀକ ନେତା ଥିଲେ ଓ କେବେ ବି ଅନ୍ୟାୟ ସହ ଆପୋଷ ବୁଝାମଣା କରୁନଥିଲେ। ଆପଣଙ୍କ ଜୀବନ ଏକ ରୋମାଞ୍ଚକର ଅଭିଯାନ ଥିଲା। ୧୯୪୭ ମସିହାରେ ଇଣ୍ଡୋନେସିଆ ନେତାଙ୍କୁ ଉଦ୍ଧାର କରିବା ପାଇଁ ଆପଣ ନିଜ ଜୀବନକୁ ବିପଦରେ ପକାଇଥିଲେ। ସେଥିପାଇଁ ସେ ଦେଶ ଆପଣଙ୍କୁ ସର୍ବୋଚ୍ଚ ସମ୍ମାନରେ ସମ୍ମାନିତ କରିଥିଲା। ଆପଣ ମୁଖ୍ୟମନ୍ତ୍ରୀ ଭାବେ ରାଜ୍ୟର ବିକାଶ ପାଇଁ ଅନେକ ଯୋଜନା ଆରମ୍ଭ କରିଥିଲେ। [372,1110,622,1228]
letters-sig1: ଅଜୟ କୁମାର ମହାନ୍ତି, ଭଦ୍ରିପୁର, କିଷିଣ୍ଡି, ଜଗତସିଂହପୁର [1267,1036,1492,1047]
twentyfive-box [8,863,330,936]
registration-mark [85,2318,115,2332]
person-portrait-icon [641,1321,869,1639]
sudoku-cell: 2 [1374,1828,1398,1852]
quote-box [344,8,1134,78]
sudoku-cell [1254,1828,1278,1852]
sudoku-cell: 1 [1278,1948,1302,1972]
sudoku-cell [1302,1804,1326,1828]
person-icon [15,1383,91,1473]
sudoku-cell [1302,1708,1326,1732]
letters-title2: ରାହାଗିରି [1289,1052,1353,1076]
sudoku-cell [1302,1828,1326,1852]
author-photo-aakar [650,476,750,584]
right-column-text: ନିକଟରେ ମିଡ଼ିଆ ରିପୋର୍ଟ ଅନୁସାରେ କନ୍ନଡ଼ ଲେଖକ କୁମାର ନୋସେଗି ଉଡୁପିରେ ଏକ କାର୍ଯ୍ୟକ୍ରମରେ ଯୋଗ ଦେବାକୁ ଯାଉଥିବା ବେଳେ ତାଙ୍କୁ ଧମକ ଦିଆଯାଇଥିଲା। ଦେଶରେ ମୁକ୍ତ ଚିନ୍ତନ ଓ ମତପ୍ରକାଶର ସ୍ୱାଧୀନତା ଉପରେ ଏହା ଏକ ବଡ଼ ଆଘାତ। ଏକ ଗଣତାନ୍ତ୍ରିକ ସମାଜରେ ପ୍ରତ୍ୟେକ ନାଗରିକଙ୍କର ନିଜ ମତ ପ୍ରକାଶ କରିବାର ଅଧିକାର ରହିଛି। ଯଦି କେହି ଏକ ଭିନ୍ନ ମତ ରଖନ୍ତି, ତେବେ ତାଙ୍କୁ ଧମକ ଦେବା କିମ୍ବା ଆକ୍ରମଣ କରିବା ଅନୁଚିତ। ବିଭିନ୍ନ ଆଦର୍ଶ ଓ ଚିନ୍ତାଧାରାର ସହାବସ୍ଥାନ ହିଁ ଗଣତନ୍ତ୍ରର ମୂଳଭିତ୍ତି। ଭାରତର ସମ୍ବିଧାନ ପ୍ରତ୍ୟେକ ନାଗରିକଙ୍କୁ ବାକ୍ ସ୍ୱାଧୀନତାର ଅଧିକାର ଦେଇଛି। ଏହି ଅଧିକାରକୁ ସୁରକ୍ଷା ଦେବା ସରକାର ଓ ସମାଜର ଦାୟିତ୍ୱ। ଦୁର୍ଭାଗ୍ୟବଶତଃ ସାମ୍ପ୍ରତିକ ସମୟରେ ଅନେକ ଲେଖକ, ଚିନ୍ତାବିତ୍ ଓ ସାମାଜିକ କର୍ମୀଙ୍କ ଉପରେ ଆକ୍ରମଣ ହେଉଛି। କେତେକଙ୍କ ହତ୍ୟା ମଧ୍ୟ କରାଯାଇଛି। ଏହା ଏକ ଚିନ୍ତାଜନକ ପରିସ୍ଥିତି। ସରକାରଙ୍କୁ ଏ ଦିଗରେ କଠୋର ପଦକ୍ଷେପ ନେବା ଉଚିତ। ପୋଲିସ ପ୍ରଶାସନ ଏପରି ଘଟଣାରେ ଶୀଘ୍ର କାର୍ଯ୍ୟାନୁଷ୍ଠାନ ଗ୍ରହଣ କରିବା ଦରକାର। ଆଇନର ଶାସନ ପ୍ରତିଷ୍ଠା ନ ହେଲେ ସମାଜରେ ଅରାଜକତା ସୃଷ୍ଟି ହେବ। [1150,64,1492,259]
